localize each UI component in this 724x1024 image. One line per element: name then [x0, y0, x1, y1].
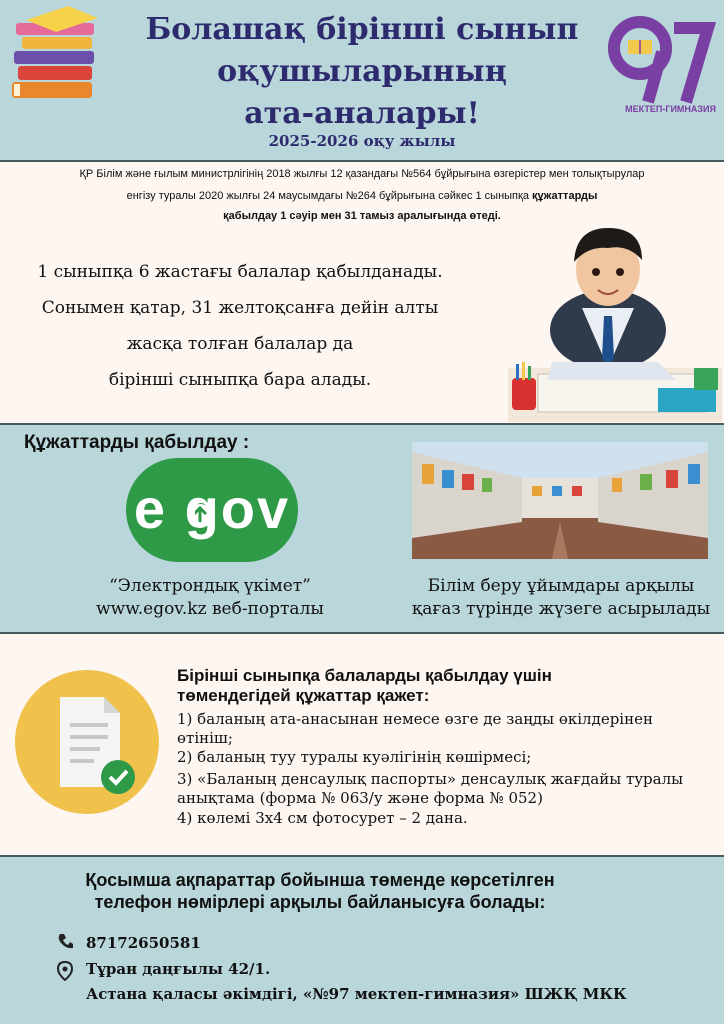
requirements-heading-2: төмендегідей құжаттар қажет:: [177, 686, 430, 705]
contact-phone: 87172650581: [86, 934, 201, 952]
intro-line-1: ҚР Білім және ғылым министрлігінің 2018 жылғы 12 қазандағы №564 бұйрығына өзгерістер мен толықтырулар: [79, 168, 645, 180]
header-banner: [0, 0, 724, 160]
school-year: 2025-2026 оқу жылы: [268, 132, 456, 150]
divider: [0, 632, 724, 634]
egov-logo: [126, 458, 298, 562]
contact-heading-1: Қосымша ақпараттар бойынша төменде көрсетілген: [85, 870, 555, 890]
title-line-2: оқушыларының: [217, 54, 507, 89]
divider: [0, 160, 724, 162]
requirement-item-2: 2) баланың туу туралы куәлігінің көшірмесі;: [177, 748, 532, 766]
location-pin-icon: [57, 961, 73, 981]
books-stack-icon: [8, 4, 104, 104]
contact-address: Тұран даңғылы 42/1.: [86, 960, 271, 978]
egov-caption-1: “Электрондық үкімет”: [109, 576, 311, 596]
requirement-item-1a: 1) баланың ата-анасынан немесе өзге де заңды өкілдерінен: [177, 710, 653, 728]
title-line-1: Болашақ бірінші сынып: [145, 12, 579, 47]
contact-organization: Астана қаласы әкімдігі, «№97 мектеп-гимназия» ШЖҚ МКК: [86, 985, 627, 1003]
requirement-item-3b: анықтама (форма № 063/у және форма № 052): [177, 789, 543, 807]
title-line-3: ата-аналары!: [244, 96, 480, 131]
paper-caption-2: қағаз түрінде жүзеге асырылады: [411, 599, 711, 619]
requirement-item-4: 4) көлемі 3х4 см фотосурет – 2 дана.: [177, 809, 468, 827]
requirement-item-1b: өтініш;: [177, 729, 233, 747]
age-line-3: жасқа толған балалар да: [126, 334, 354, 354]
school-logo-mark: [604, 8, 716, 104]
age-line-4: бірінші сыныпқа бара алады.: [108, 370, 372, 390]
school-logo: [604, 8, 716, 118]
intro-line-2: [0, 190, 724, 202]
contact-heading-2: телефон нөмірлері арқылы байланысуға болады:: [94, 892, 546, 912]
intro-line-2-bold: құжаттарды: [532, 190, 598, 202]
document-check-icon: [10, 665, 164, 819]
schoolboy-illustration: [508, 218, 722, 422]
age-line-1: 1 сыныпқа 6 жастағы балалар қабылданады.: [37, 262, 443, 282]
age-line-2: Сонымен қатар, 31 желтоқсанға дейін алты: [41, 298, 439, 318]
egov-logo-text: e gov: [133, 477, 291, 540]
documents-heading: Құжаттарды қабылдау :: [24, 432, 250, 453]
school-building-photo: [412, 442, 708, 559]
intro-line-2-text: енгізу туралы 2020 жылғы 24 маусымдағы №264 бұйрығына сәйкес 1 сыныпқа: [126, 190, 532, 202]
intro-line-3: қабылдау 1 сәуір мен 31 тамыз аралығында өтеді.: [223, 210, 501, 222]
requirements-heading-1: Бірінші сыныпқа балаларды қабылдау үшін: [177, 666, 552, 685]
egov-caption-2: www.egov.kz веб-порталы: [96, 599, 324, 619]
logo-caption: МЕКТЕП-ГИМНАЗИЯ: [625, 104, 716, 114]
paper-caption-1: Білім беру ұйымдары арқылы: [427, 576, 695, 596]
phone-icon: [56, 932, 74, 950]
requirement-item-3a: 3) «Баланың денсаулық паспорты» денсаулық жағдайы туралы: [177, 770, 684, 788]
